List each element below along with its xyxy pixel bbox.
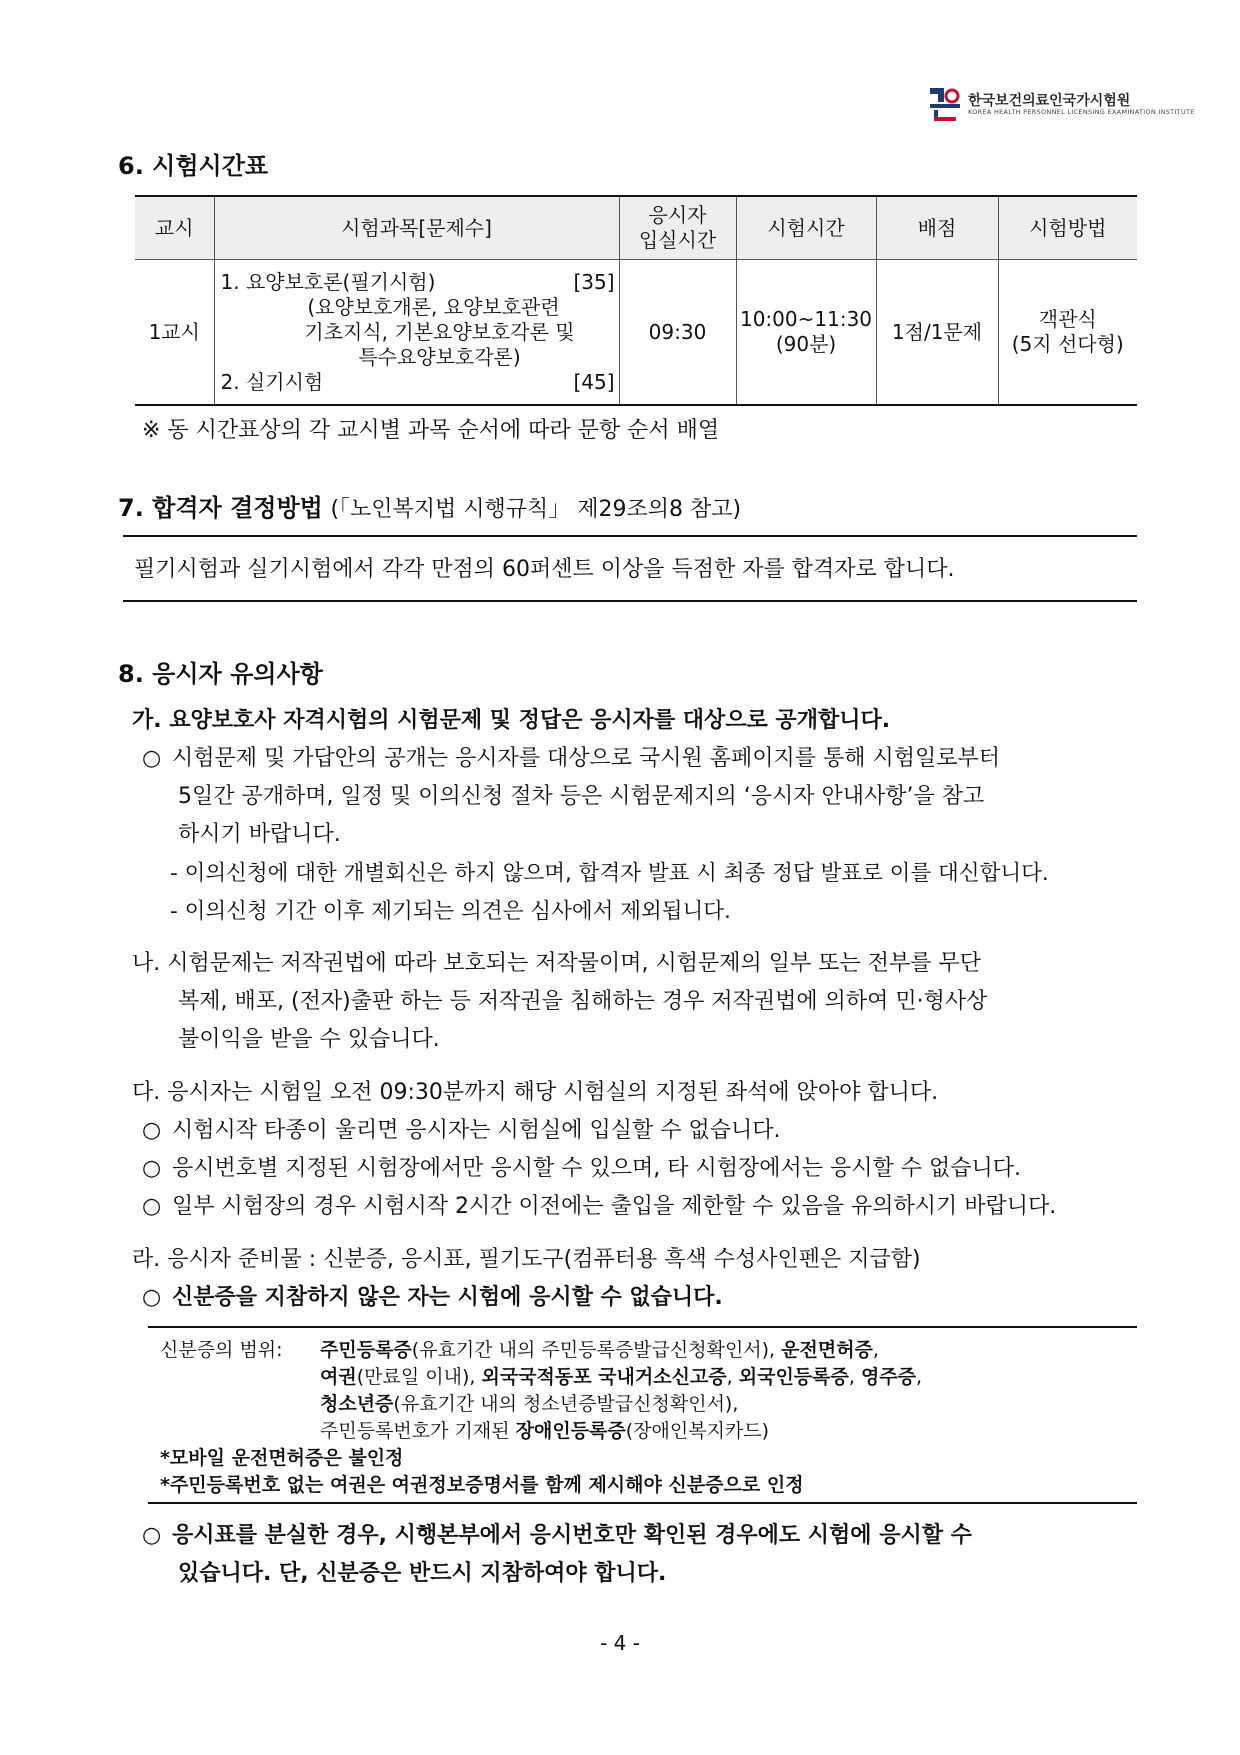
header-score: 배점 [876, 196, 998, 260]
item-a-bullet [142, 740, 1000, 777]
subject-1-detail: 특수요양보호각론) [358, 344, 521, 369]
logo-mark-icon [928, 86, 962, 122]
circle-bullet-icon: ○ [142, 746, 162, 771]
exam-duration: (90분) [775, 332, 837, 356]
cell-subjects [214, 260, 619, 406]
id-box-label: 신분증의 범위: [160, 1339, 283, 1361]
item-a-heading: 가. 요양보호사 자격시험의 시험문제 및 정답은 응시자를 대상으로 공개합니다. [132, 708, 891, 733]
method-detail: (5지 선다형) [1011, 332, 1124, 356]
section7-title [118, 488, 741, 523]
circle-bullet-icon: ○ [142, 1285, 162, 1310]
item-a-dash: - 이의신청 기간 이후 제기되는 의견은 심사에서 제외됩니다. [170, 899, 731, 924]
final-text: 응시표를 분실한 경우, 시행본부에서 응시번호만 확인된 경우에도 시험에 응시할 수 [172, 1523, 972, 1548]
id-box-line [320, 1337, 879, 1364]
cell-score: 1점/1문제 [876, 260, 998, 406]
item-a-text: 5일간 공개하며, 일정 및 이의신청 절차 등은 시험문제지의 ‘응시자 안내사항’을 참고 [178, 784, 985, 809]
method: 객관식 [1038, 307, 1097, 331]
schedule-note: ※ 동 시간표상의 각 교시별 과목 순서에 따라 문항 순서 배열 [142, 418, 720, 443]
final-text: 있습니다. 단, 신분증은 반드시 지참하여야 합니다. [178, 1561, 667, 1586]
cell-period: 1교시 [135, 260, 214, 406]
item-c-bullet [142, 1150, 1021, 1187]
id-type: 여권 [320, 1366, 357, 1388]
cell-entry-time: 09:30 [619, 260, 736, 406]
header-exam-time: 시험시간 [736, 196, 876, 260]
exam-time: 10:00~11:30 [739, 307, 873, 331]
org-name-en: KOREA HEALTH PERSONNEL LICENSING EXAMINATION INSTITUTE [968, 108, 1195, 116]
id-type: 외국인등록증 [738, 1366, 849, 1388]
item-b-line: 불이익을 받을 수 있습니다. [178, 1027, 440, 1052]
circle-bullet-icon: ○ [142, 1194, 162, 1219]
item-d-heading: 라. 응시자 준비물 : 신분증, 응시표, 필기도구(컴퓨터용 흑색 수성사인펜은 지급함) [132, 1247, 921, 1272]
header-entry-time: 응시자 입실시간 [619, 196, 736, 260]
item-d-text: 신분증을 지참하지 않은 자는 시험에 응시할 수 없습니다. [172, 1285, 723, 1310]
header-subjects: 시험과목[문제수] [214, 196, 619, 260]
section8-title: 8. 응시자 유의사항 [118, 660, 323, 688]
section6-title: 6. 시험시간표 [118, 152, 269, 180]
cell-exam-time [736, 260, 876, 406]
circle-bullet-icon: ○ [142, 1156, 162, 1181]
item-a-text: 하시기 바랍니다. [178, 822, 341, 847]
item-b-line: 나. 시험문제는 저작권법에 따라 보호되는 저작물이며, 시험문제의 일부 또는 전부를 무단 [132, 951, 981, 976]
id-type-note: 주민등록번호가 기재된 [320, 1420, 516, 1442]
header-period: 교시 [135, 196, 214, 260]
id-box-line [320, 1364, 922, 1391]
id-type: 외국국적동포 국내거소신고증 [481, 1366, 727, 1388]
id-type: 운전면허증 [781, 1339, 873, 1361]
item-c-bullet [142, 1112, 781, 1149]
section7-bottom-rule [123, 600, 1137, 602]
id-type-note: (유효기간 내의 주민등록증발급신청확인서), [411, 1339, 782, 1361]
id-type-note: (만료일 이내), [356, 1366, 482, 1388]
id-sep: , [872, 1339, 879, 1361]
id-box-line [320, 1391, 738, 1418]
id-type: 영주증 [860, 1366, 917, 1388]
item-a-text: 시험문제 및 가답안의 공개는 응시자를 대상으로 국시원 홈페이지를 통해 시험일로부터 [172, 746, 1001, 771]
circle-bullet-icon: ○ [142, 1523, 162, 1548]
item-c-heading: 다. 응시자는 시험일 오전 09:30분까지 해당 시험실의 지정된 좌석에 앉아야 합니다. [132, 1080, 939, 1105]
circle-bullet-icon: ○ [142, 1118, 162, 1143]
id-box-bottom-rule [148, 1502, 1137, 1504]
id-box-line [320, 1418, 769, 1445]
id-box-top-rule [148, 1326, 1137, 1328]
page-number: - 4 - [600, 1631, 640, 1655]
final-bullet [142, 1517, 972, 1554]
id-type: 장애인등록증 [515, 1420, 626, 1442]
section7-title-bold: 7. 합격자 결정방법 [118, 494, 323, 522]
id-sep: , [848, 1366, 861, 1388]
id-type-note: (유효기간 내의 청소년증발급신청확인서), [393, 1393, 739, 1415]
id-type-note: (장애인복지카드) [625, 1420, 770, 1442]
subject-1-count: [35] [573, 269, 615, 294]
section7-title-ref: (「노인복지법 시행규칙」 제29조의8 참고) [330, 497, 742, 522]
subject-1: 1. 요양보호론(필기시험) [220, 269, 436, 294]
org-logo [928, 86, 1195, 126]
cell-method [998, 260, 1137, 406]
id-sep: , [916, 1366, 923, 1388]
item-c-text: 응시번호별 지정된 시험장에서만 응시할 수 있으며, 타 시험장에서는 응시할 수 없습니다. [172, 1156, 1021, 1181]
subject-1-detail: 기초지식, 기본요양보호각론 및 [304, 319, 575, 344]
table-header-row [135, 196, 1137, 260]
table-row [135, 260, 1137, 406]
item-c-bullet [142, 1188, 1056, 1225]
subject-2-count: [45] [573, 369, 615, 394]
schedule-table [135, 195, 1137, 406]
header-method: 시험방법 [998, 196, 1137, 260]
item-a-dash: - 이의신청에 대한 개별회신은 하지 않으며, 합격자 발표 시 최종 정답 발표로 이를 대신합니다. [170, 861, 1049, 886]
section7-top-rule [123, 535, 1137, 537]
item-c-text: 일부 시험장의 경우 시험시작 2시간 이전에는 출입을 제한할 수 있음을 유의하시기 바랍니다. [172, 1194, 1057, 1219]
id-type: 청소년증 [320, 1393, 394, 1415]
subject-2: 2. 실기시험 [220, 369, 324, 394]
id-box-note: *주민등록번호 없는 여권은 여권정보증명서를 함께 제시해야 신분증으로 인정 [160, 1474, 804, 1496]
subject-1-detail: (요양보호개론, 요양보호관련 [307, 294, 560, 319]
item-c-text: 시험시작 타종이 울리면 응시자는 시험실에 입실할 수 없습니다. [172, 1118, 781, 1143]
id-sep: , [726, 1366, 739, 1388]
id-type: 주민등록증 [320, 1339, 412, 1361]
org-name-kr: 한국보건의료인국가시험원 [968, 93, 1131, 109]
section7-body: 필기시험과 실기시험에서 각각 만점의 60퍼센트 이상을 득점한 자를 합격자로 합니다. [134, 557, 955, 582]
item-b-line: 복제, 배포, (전자)출판 하는 등 저작권을 침해하는 경우 저작권법에 의하여 민·형사상 [178, 989, 988, 1014]
item-d-bullet [142, 1279, 723, 1316]
id-box-note: *모바일 운전면허증은 불인정 [160, 1447, 404, 1469]
